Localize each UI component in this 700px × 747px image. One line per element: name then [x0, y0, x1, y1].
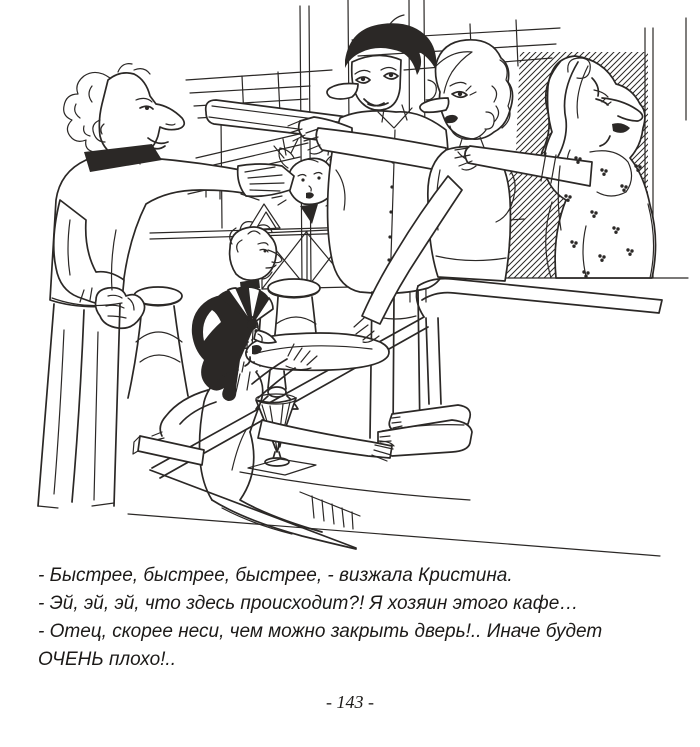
dialogue-block — [38, 562, 650, 674]
dialogue-line: - Отец, скорее неси, чем можно закрыть дверь!.. Иначе будет ОЧЕНЬ плохо!.. — [38, 621, 603, 670]
counter-table — [416, 279, 662, 317]
dialogue-line: - Эй, эй, эй, что здесь происходит?! Я хозяин этого кафе… — [38, 593, 579, 614]
grandmother-arm — [258, 420, 394, 461]
dialogue-line: - Быстрее, быстрее, быстрее, - визжала Кристина. — [38, 565, 513, 586]
page-number: - 143 - — [326, 692, 374, 712]
